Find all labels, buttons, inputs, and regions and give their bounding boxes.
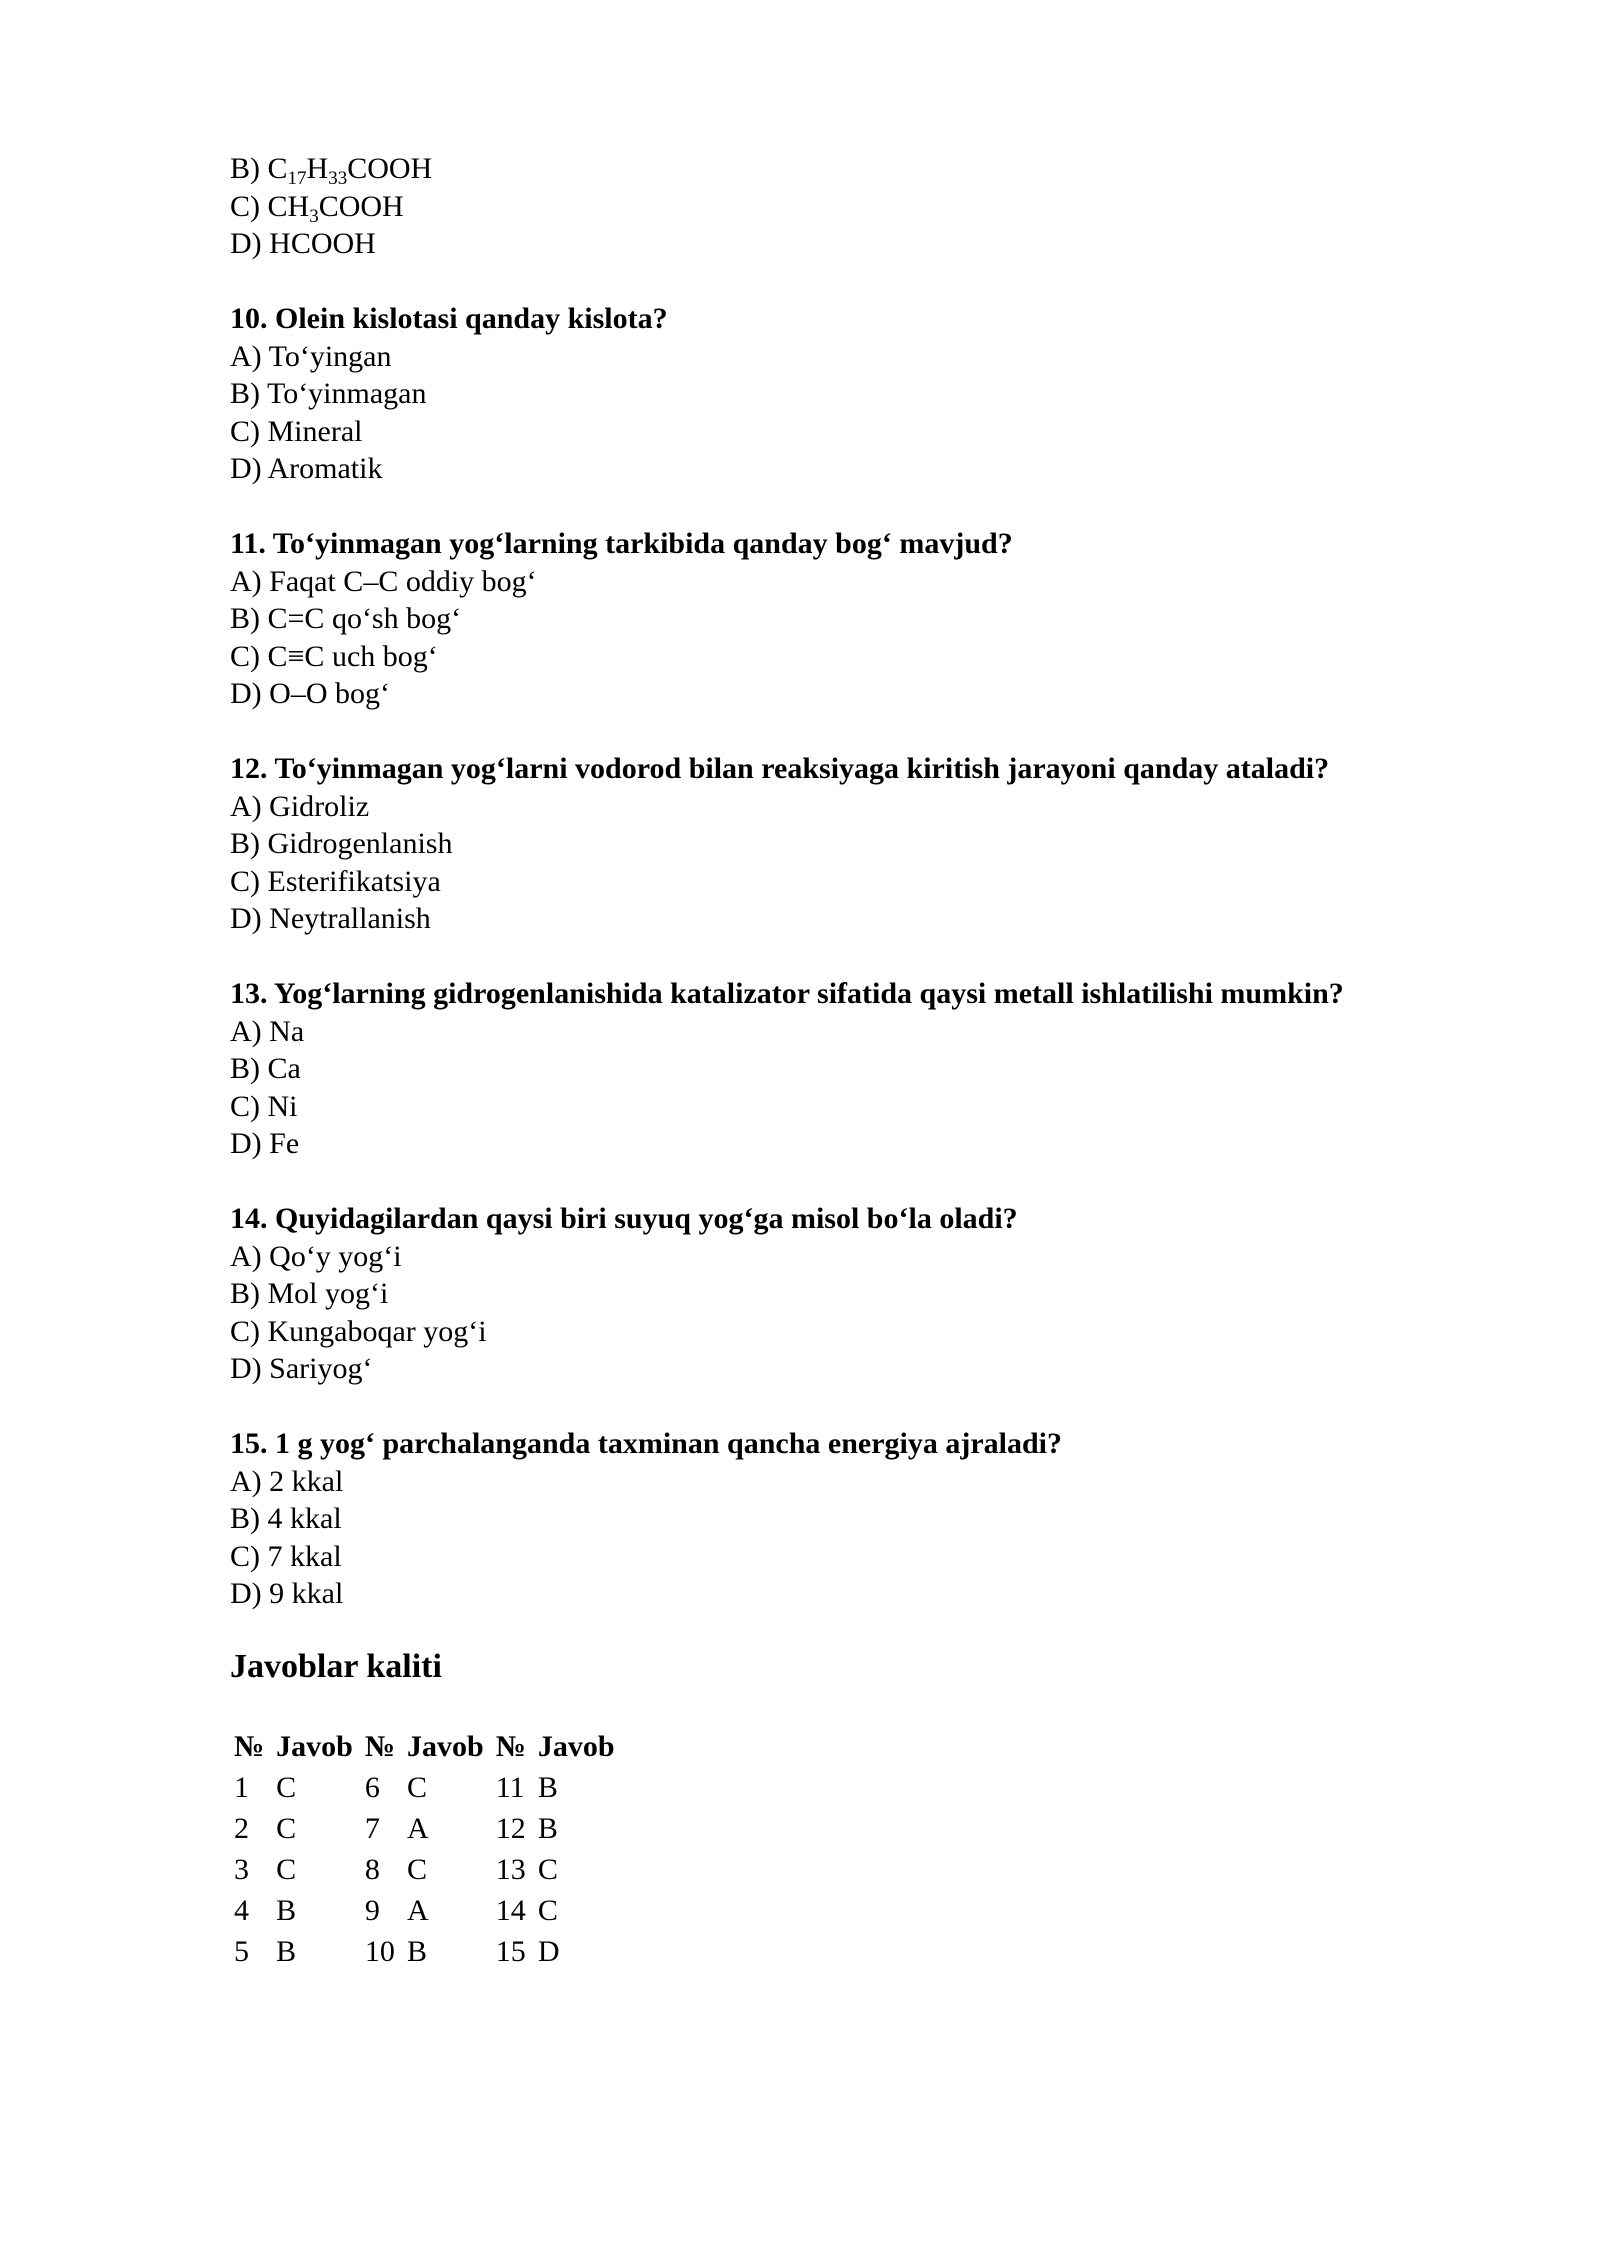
option-b-c17h33cooh	[230, 150, 1480, 188]
answer-cell: A	[407, 1894, 429, 1927]
question-spacer	[230, 938, 1480, 976]
answer-cell: C	[276, 1853, 297, 1886]
answer-option: A) Na	[230, 1014, 305, 1048]
answer-cell: D	[537, 1935, 560, 1968]
answer-key-table	[230, 1727, 623, 1973]
question-block	[230, 1200, 1480, 1388]
question-title: 10. Olein kislotasi qanday kislota?	[230, 302, 668, 335]
answer-cell: C	[407, 1771, 428, 1804]
question-title: 13. Yog‘larning gidrogenlanishida katalizator sifatida qaysi metall ishlatilishi mumkin?	[230, 977, 1344, 1010]
answer-option: B) Mol yog‘i	[230, 1277, 389, 1310]
answer-option: C) Esterifikatsiya	[230, 864, 441, 898]
answer-option: A) Faqat C–C oddiy bog‘	[230, 564, 537, 598]
formula-subscript: 33	[328, 168, 348, 189]
answer-cell: B	[407, 1935, 428, 1968]
question-title: 12. To‘yinmagan yog‘larni vodorod bilan reaksiyaga kiritish jarayoni qanday ataladi?	[230, 752, 1330, 785]
question-number-cell: 2	[234, 1812, 249, 1845]
formula-part: B) C	[230, 152, 288, 185]
answer-key-body	[230, 1768, 623, 1973]
formula-subscript: 3	[309, 205, 319, 227]
answer-option: D) Aromatik	[230, 452, 383, 485]
question-number-cell: 13	[495, 1853, 526, 1886]
question-title: 11. To‘yinmagan yog‘larning tarkibida qanday bog‘ mavjud?	[230, 527, 1013, 560]
header-number: №	[495, 1730, 526, 1763]
question-block	[230, 525, 1480, 713]
option-c-ch3cooh	[230, 188, 1480, 226]
answer-cell: C	[537, 1853, 558, 1886]
answer-key-heading: Javoblar kaliti	[230, 1647, 442, 1685]
answer-option: D) O–O bog‘	[230, 677, 390, 710]
question-number-cell: 15	[495, 1935, 526, 1968]
question-number-cell: 3	[234, 1853, 249, 1886]
answer-option: C) Mineral	[230, 414, 363, 448]
answer-option: D) Fe	[230, 1127, 300, 1160]
answer-key-header-row	[230, 1727, 623, 1768]
formula-subscript: 17	[287, 168, 307, 189]
answer-cell: B	[276, 1894, 297, 1927]
question-number-cell: 4	[234, 1894, 249, 1927]
answer-option: D) 9 kkal	[230, 1577, 344, 1610]
question-number-cell: 1	[234, 1771, 249, 1804]
formula-part: C) CH	[230, 189, 310, 223]
question-spacer	[230, 713, 1480, 751]
answer-option: C) Ni	[230, 1089, 298, 1123]
option-d-hcooh: D) HCOOH	[230, 227, 376, 260]
answer-key-row	[230, 1850, 623, 1891]
question-number-cell: 11	[495, 1771, 525, 1804]
answer-option: C) C≡C uch bog‘	[230, 639, 438, 673]
header-number: №	[234, 1730, 265, 1763]
question-spacer	[230, 1388, 1480, 1426]
answer-option: A) Gidroliz	[230, 789, 370, 823]
answer-option: D) Neytrallanish	[230, 902, 431, 935]
answer-cell: B	[537, 1812, 558, 1845]
answer-option: C) Kungaboqar yog‘i	[230, 1314, 487, 1348]
question-title: 15. 1 g yog‘ parchalanganda taxminan qancha energiya ajraladi?	[230, 1427, 1063, 1460]
header-answer: Javob	[537, 1730, 615, 1763]
question-spacer	[230, 488, 1480, 526]
answer-cell: B	[537, 1771, 558, 1804]
answer-option: B) C=C qo‘sh bog‘	[230, 602, 462, 635]
answer-option: B) Gidrogenlanish	[230, 827, 453, 860]
answer-option: A) 2 kkal	[230, 1464, 344, 1498]
question-number-cell: 7	[364, 1812, 380, 1845]
document-content	[230, 150, 1480, 1973]
answer-option: B) Ca	[230, 1052, 301, 1085]
question-spacer	[230, 1163, 1480, 1201]
answer-cell: A	[407, 1812, 429, 1845]
question-number-cell: 8	[364, 1853, 380, 1886]
formula-part: COOH	[318, 189, 404, 223]
question-spacer	[230, 263, 1480, 301]
answer-option: A) To‘yingan	[230, 339, 392, 373]
answer-key-row	[230, 1809, 623, 1850]
question-number-cell: 5	[234, 1935, 249, 1968]
question-block	[230, 750, 1480, 938]
answer-cell: B	[276, 1935, 297, 1968]
answer-cell: C	[276, 1771, 297, 1804]
question-block	[230, 975, 1480, 1163]
question-number-cell: 12	[495, 1812, 526, 1845]
answer-key-row	[230, 1768, 623, 1809]
answer-option: A) Qo‘y yog‘i	[230, 1239, 402, 1273]
question-title: 14. Quyidagilardan qaysi biri suyuq yog‘ga misol bo‘la oladi?	[230, 1202, 1018, 1235]
answer-option: D) Sariyog‘	[230, 1352, 373, 1385]
answer-cell: C	[276, 1812, 297, 1845]
question-number-cell: 9	[364, 1894, 380, 1927]
answer-cell: C	[407, 1853, 428, 1886]
header-number: №	[364, 1730, 395, 1763]
question-number-cell: 6	[364, 1771, 380, 1804]
answer-option: B) To‘yinmagan	[230, 377, 427, 410]
formula-part: COOH	[347, 152, 433, 185]
answer-option: C) 7 kkal	[230, 1539, 342, 1573]
answer-option: B) 4 kkal	[230, 1502, 342, 1535]
header-answer: Javob	[276, 1730, 353, 1763]
answer-key-row	[230, 1891, 623, 1932]
answer-key-row	[230, 1932, 623, 1973]
answer-cell: C	[537, 1894, 558, 1927]
question-list	[230, 263, 1480, 1613]
top-options	[230, 150, 1480, 263]
question-number-cell: 10	[364, 1935, 395, 1968]
formula-part: H	[306, 152, 329, 185]
question-block	[230, 300, 1480, 488]
question-number-cell: 14	[495, 1894, 526, 1927]
header-answer: Javob	[407, 1730, 484, 1763]
question-block	[230, 1425, 1480, 1613]
